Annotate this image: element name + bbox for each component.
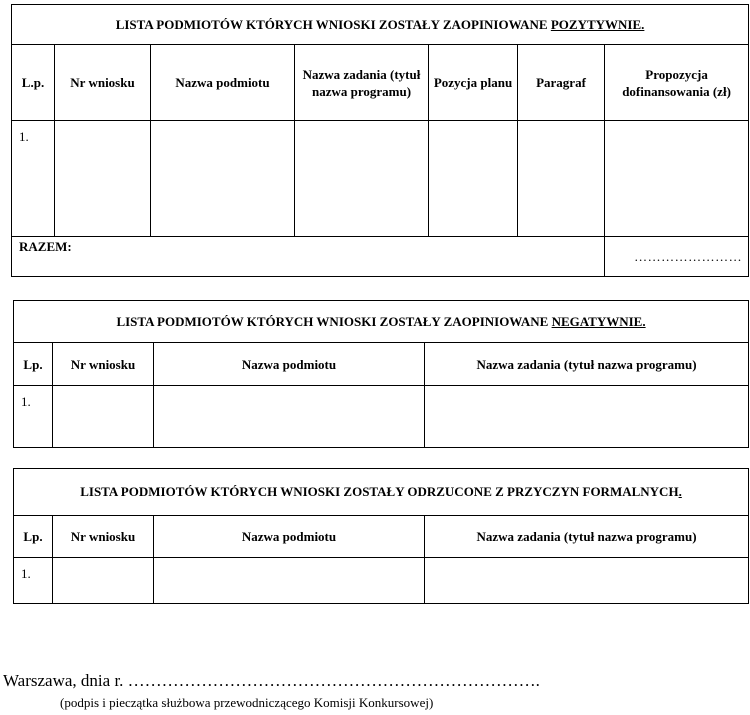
place-date-line: Warszawa, dnia r. ………………………………………………………………. (3, 671, 540, 690)
cell-nazwa-zadania (425, 558, 749, 604)
table-row (12, 121, 749, 237)
cell-nazwa-podmiotu (151, 121, 295, 237)
table-row (14, 386, 749, 448)
header-nr-wniosku: Nr wniosku (55, 45, 151, 121)
row-number: 1. (14, 558, 53, 604)
cell-nr-wniosku (53, 558, 154, 604)
signature-caption: (podpis i pieczątka służbowa przewodniczącego Komisji Konkursowej) (60, 695, 434, 710)
header-nazwa-podmiotu: Nazwa podmiotu (154, 343, 425, 386)
rejected-formal-table (13, 468, 749, 604)
header-nazwa-zadania: Nazwa zadania (tytuł nazwa programu) (425, 343, 749, 386)
header-lp: Lp. (14, 516, 53, 558)
header-lp: L.p. (12, 45, 55, 121)
header-nr-wniosku: Nr wniosku (53, 343, 154, 386)
title-underlined: NEGATYWNIE. (551, 313, 646, 329)
total-label: RAZEM: (12, 237, 605, 277)
header-nr-wniosku: Nr wniosku (53, 516, 154, 558)
title-underlined: . (678, 484, 682, 499)
title-text: LISTA PODMIOTÓW KTÓRYCH WNIOSKI ZOSTAŁY ZAOPINIOWANE (115, 16, 551, 32)
title-underlined: POZYTYWNIE. (550, 16, 645, 32)
header-propozycja: Propozycja dofinansowania (zł) (605, 45, 749, 121)
total-value: …………………… (605, 237, 749, 277)
cell-nr-wniosku (55, 121, 151, 237)
table-title (12, 5, 749, 45)
title-text: LISTA PODMIOTÓW KTÓRYCH WNIOSKI ZOSTAŁY ODRZUCONE Z PRZYCZYN FORMALNYCH (80, 484, 679, 499)
header-lp: Lp. (14, 343, 53, 386)
row-number: 1. (14, 386, 53, 448)
row-number: 1. (12, 121, 55, 237)
cell-nr-wniosku (53, 386, 154, 448)
header-nazwa-podmiotu: Nazwa podmiotu (151, 45, 295, 121)
cell-propozycja (605, 121, 749, 237)
header-nazwa-zadania: Nazwa zadania (tytuł nazwa programu) (295, 45, 429, 121)
cell-pozycja-planu (429, 121, 518, 237)
header-nazwa-zadania: Nazwa zadania (tytuł nazwa programu) (425, 516, 749, 558)
cell-paragraf (518, 121, 605, 237)
table-title (14, 469, 749, 516)
cell-nazwa-zadania (425, 386, 749, 448)
header-paragraf: Paragraf (518, 45, 605, 121)
total-row (12, 237, 749, 277)
table-title (14, 301, 749, 343)
header-nazwa-podmiotu: Nazwa podmiotu (154, 516, 425, 558)
negative-opinions-table (13, 300, 749, 448)
table-row (14, 558, 749, 604)
header-pozycja-planu: Pozycja planu (429, 45, 518, 121)
positive-opinions-table (11, 4, 749, 277)
cell-nazwa-podmiotu (154, 558, 425, 604)
cell-nazwa-zadania (295, 121, 429, 237)
title-text: LISTA PODMIOTÓW KTÓRYCH WNIOSKI ZOSTAŁY ZAOPINIOWANE (116, 313, 552, 329)
cell-nazwa-podmiotu (154, 386, 425, 448)
